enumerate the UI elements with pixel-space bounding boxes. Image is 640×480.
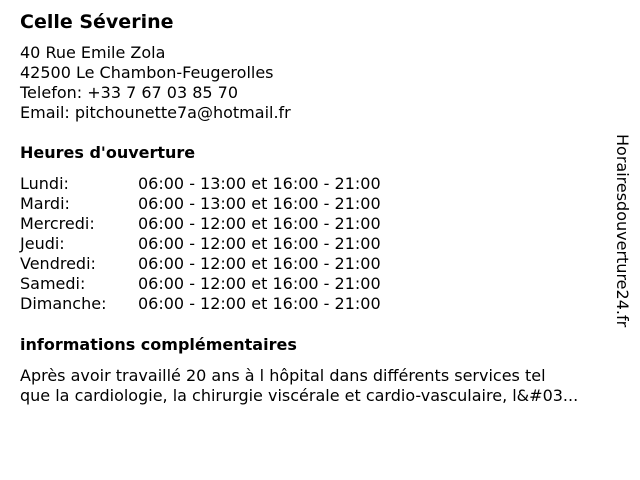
day-hours: 06:00 - 12:00 et 16:00 - 21:00 [138, 274, 381, 293]
hours-table [20, 174, 620, 314]
day-hours: 06:00 - 13:00 et 16:00 - 21:00 [138, 174, 381, 193]
watermark-text: Horairesdouverture24.fr [613, 134, 632, 328]
phone-number: Telefon: +33 7 67 03 85 70 [20, 83, 239, 102]
hours-heading: Heures d'ouverture [20, 143, 196, 162]
day-label: Dimanche: [20, 294, 107, 313]
day-hours: 06:00 - 12:00 et 16:00 - 21:00 [138, 294, 381, 313]
day-label: Samedi: [20, 274, 86, 293]
hours-row-tuesday [20, 194, 620, 214]
day-hours: 06:00 - 12:00 et 16:00 - 21:00 [138, 234, 381, 253]
hours-row-thursday [20, 234, 620, 254]
day-label: Vendredi: [20, 254, 96, 273]
day-label: Mercredi: [20, 214, 95, 233]
day-hours: 06:00 - 13:00 et 16:00 - 21:00 [138, 194, 381, 213]
business-name: Celle Séverine [20, 11, 174, 33]
day-label: Jeudi: [20, 234, 65, 253]
day-hours: 06:00 - 12:00 et 16:00 - 21:00 [138, 214, 381, 233]
email-address: Email: pitchounette7a@hotmail.fr [20, 103, 291, 122]
address-block [20, 43, 620, 123]
hours-row-wednesday [20, 214, 620, 234]
description-line: que la cardiologie, la chirurgie viscérale et cardio-vasculaire, l&#03... [20, 386, 579, 405]
business-card [20, 10, 620, 406]
info-description [20, 366, 620, 406]
hours-row-monday [20, 174, 620, 194]
day-hours: 06:00 - 12:00 et 16:00 - 21:00 [138, 254, 381, 273]
description-line: Après avoir travaillé 20 ans à l hôpital dans différents services tel [20, 366, 546, 385]
hours-row-friday [20, 254, 620, 274]
info-heading: informations complémentaires [20, 335, 297, 354]
site-watermark [612, 134, 632, 344]
day-label: Mardi: [20, 194, 70, 213]
day-label: Lundi: [20, 174, 69, 193]
postal-city: 42500 Le Chambon-Feugerolles [20, 63, 274, 82]
street-address: 40 Rue Emile Zola [20, 43, 166, 62]
hours-row-saturday [20, 274, 620, 294]
hours-row-sunday [20, 294, 620, 314]
